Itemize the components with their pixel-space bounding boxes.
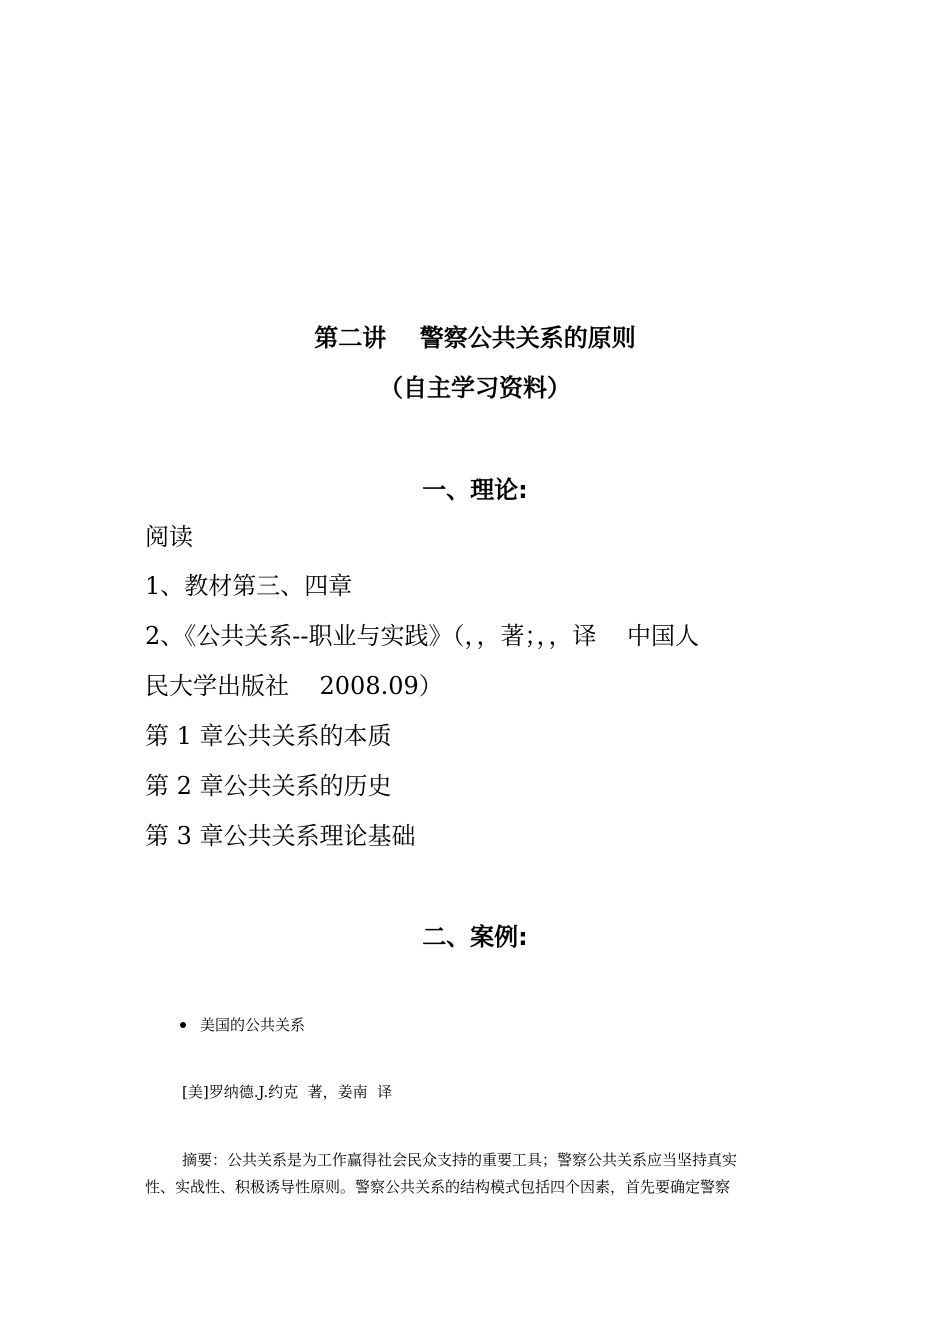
abstract-line-1: 摘要：公共关系是为工作赢得社会民众支持的重要工具；警察公共关系应当坚持真实 — [182, 1151, 738, 1169]
section-heading-case: 二、案例: — [422, 923, 528, 951]
chapter-1: 第 1 章公共关系的本质 — [145, 722, 392, 750]
chapter-3: 第 3 章公共关系理论基础 — [145, 822, 416, 850]
reading-item-2: 2、《公共关系--职业与实践》（，，著；，，译 中国人 — [145, 622, 700, 650]
case-bullet-text: 美国的公共关系 — [200, 1016, 306, 1034]
chapter-2: 第 2 章公共关系的历史 — [145, 772, 392, 800]
bullet-dot-icon — [180, 1022, 186, 1028]
document-title: 第二讲 警察公共关系的原则 — [314, 324, 636, 352]
abstract-line-2: 性、实战性、积极诱导性原则。警察公共关系的结构模式包括四个因素，首先要确定警察 — [145, 1178, 731, 1196]
case-author: [美]罗纳德.J.约克 著，姜南 译 — [182, 1083, 393, 1101]
case-bullet-item — [180, 1013, 305, 1037]
reading-item-2-continued: 民大学出版社 2008.09） — [145, 672, 443, 700]
section-heading-theory: 一、理论: — [422, 476, 528, 504]
document-subtitle: （自主学习资料） — [379, 374, 571, 402]
reading-label: 阅读 — [145, 523, 193, 551]
reading-item-1: 1、教材第三、四章 — [145, 572, 353, 600]
